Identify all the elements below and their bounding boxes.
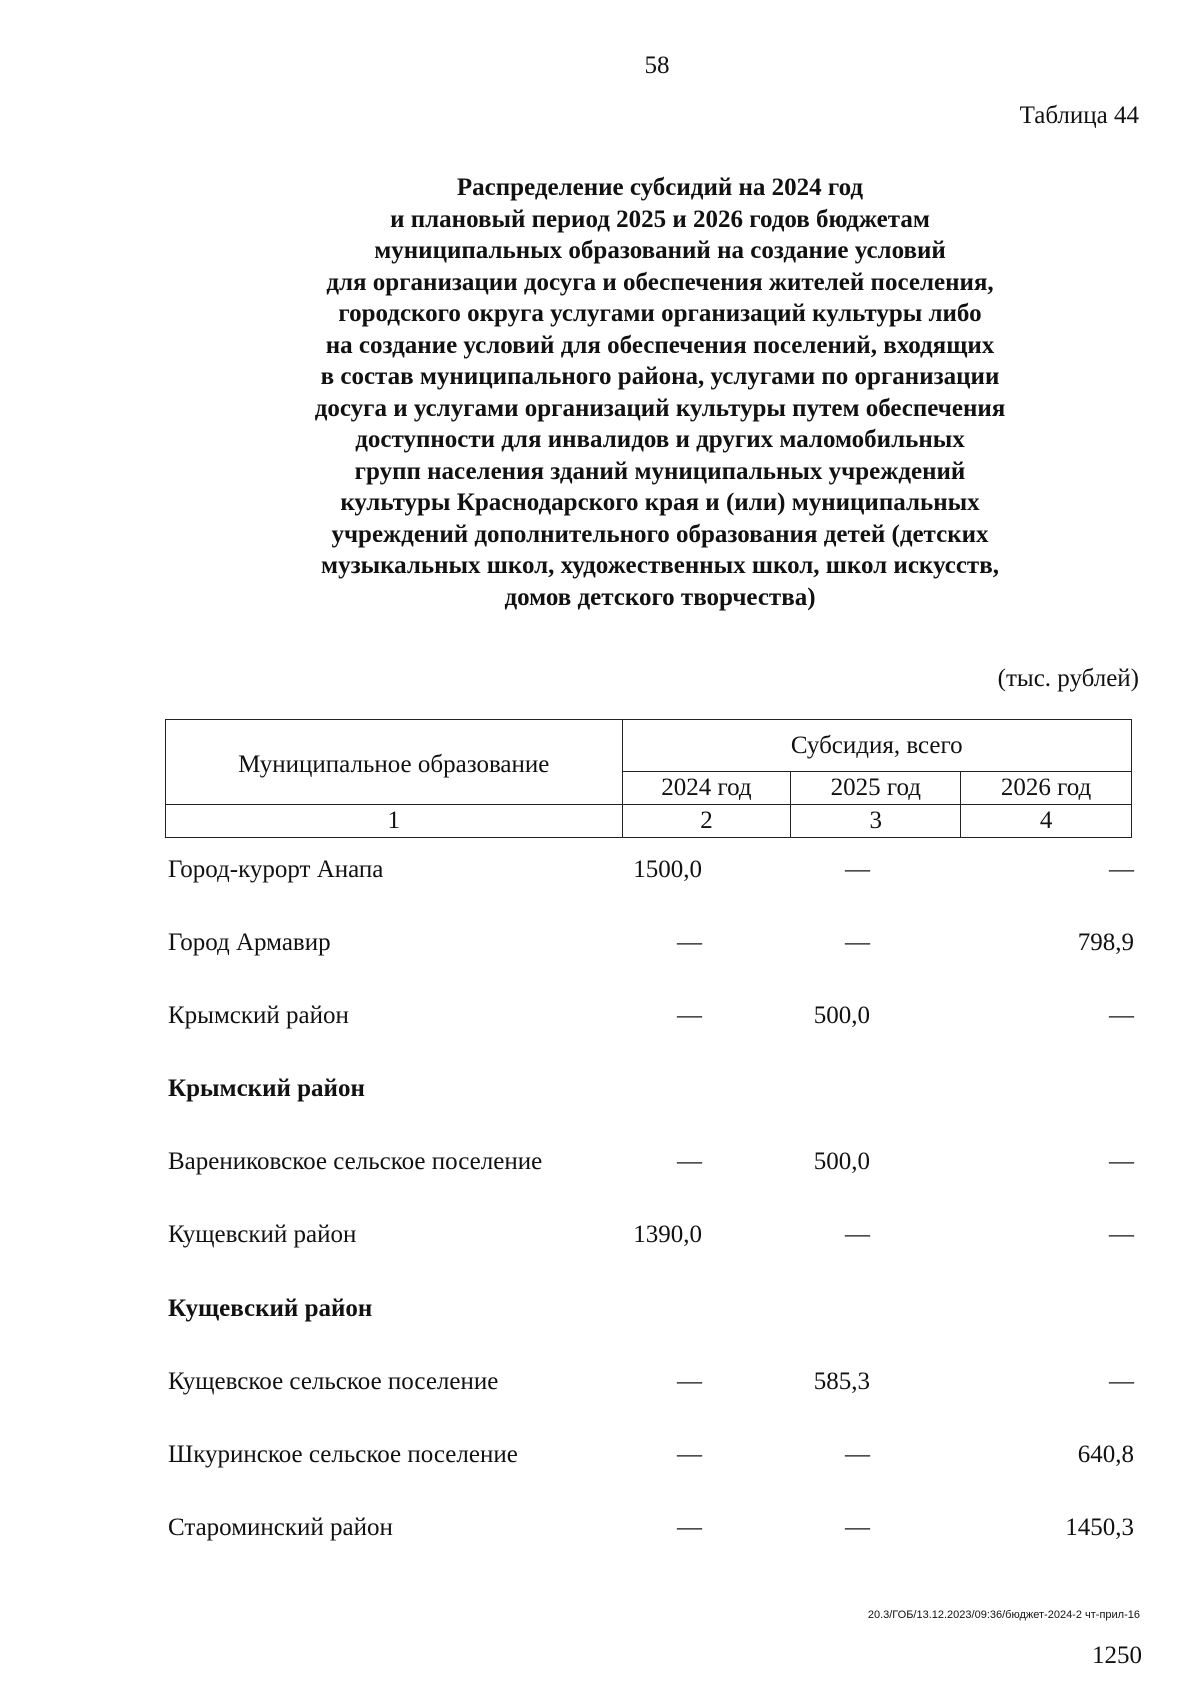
value-2025: —: [845, 1221, 870, 1248]
value-2024: —: [677, 1514, 702, 1541]
header-column-number: 3: [791, 805, 961, 838]
header-year-2024: 2024 год: [622, 772, 791, 805]
municipality-name: Варениковское сельское поселение: [168, 1148, 543, 1175]
title-line: Распределение субсидий на 2024 год: [456, 174, 864, 201]
table-row: [168, 929, 1134, 969]
title-line: для организации досуга и обеспечения жителей поселения,: [326, 268, 994, 296]
table-row: [168, 1514, 1134, 1554]
value-2026: —: [1109, 1148, 1134, 1175]
value-2026: 640,8: [1077, 1441, 1134, 1468]
header-column-number: 1: [166, 805, 623, 838]
sheet-number: 1250: [1092, 1642, 1142, 1669]
value-2025: —: [845, 1514, 870, 1541]
title-line: культуры Краснодарского края и (или) муниципальных: [340, 489, 980, 516]
value-2026: —: [1109, 1221, 1134, 1248]
table-row: [168, 1002, 1134, 1042]
value-2026: 1450,3: [1065, 1514, 1134, 1541]
value-2026: —: [1109, 1002, 1134, 1029]
title-line: музыкальных школ, художественных школ, школ искусств,: [321, 552, 999, 579]
header-year-2026: 2026 год: [961, 772, 1132, 805]
title-line: в состав муниципального района, услугами по организации: [320, 363, 1000, 390]
value-2024: —: [677, 1441, 702, 1468]
table-row: [168, 1148, 1134, 1188]
value-2025: —: [845, 1441, 870, 1468]
value-2026: —: [1109, 1368, 1134, 1395]
table-row: [168, 1221, 1134, 1261]
title-line: муниципальных образований на создание условий: [374, 237, 946, 264]
value-2026: 798,9: [1077, 929, 1134, 956]
value-2025: 500,0: [813, 1002, 870, 1029]
title-line: доступности для инвалидов и других маломобильных: [355, 426, 965, 453]
section-header-row: [168, 1075, 1134, 1115]
value-2024: —: [677, 929, 702, 956]
municipality-name: Кущевское сельское поселение: [168, 1368, 499, 1395]
value-2026: —: [1109, 856, 1134, 883]
title-line: досуга и услугами организаций культуры путем обеспечения: [314, 394, 1006, 422]
value-2024: 1500,0: [633, 856, 702, 883]
value-2024: 1390,0: [633, 1221, 702, 1248]
table-row: [168, 1441, 1134, 1481]
section-header-row: [168, 1295, 1134, 1335]
title-line: на создание условий для обеспечения поселений, входящих: [325, 331, 995, 359]
municipality-name: Город-курорт Анапа: [168, 856, 384, 883]
table-header: [165, 719, 1132, 838]
page-number: 58: [644, 52, 670, 79]
municipality-name: Крымский район: [168, 1002, 349, 1029]
district-section-title: Крымский район: [168, 1075, 365, 1102]
value-2024: —: [677, 1148, 702, 1175]
title-line: учреждений дополнительного образования детей (детских: [331, 520, 989, 548]
value-2025: —: [845, 856, 870, 883]
value-2025: 500,0: [813, 1148, 870, 1175]
header-column-number: 2: [622, 805, 791, 838]
title-line: групп населения зданий муниципальных учреждений: [354, 457, 966, 485]
municipality-name: Шкуринское сельское поселение: [168, 1441, 518, 1468]
header-subsidy-total: Субсидия, всего: [622, 720, 1131, 772]
value-2024: —: [677, 1002, 702, 1029]
header-year-2025: 2025 год: [791, 772, 961, 805]
municipality-name: Город Армавир: [168, 929, 331, 956]
municipality-name: Староминский район: [168, 1514, 393, 1541]
table-label: Таблица 44: [1019, 102, 1139, 129]
table-row: [168, 1368, 1134, 1408]
document-title: [200, 172, 1120, 613]
district-section-title: Кущевский район: [168, 1295, 373, 1322]
value-2025: 585,3: [813, 1368, 870, 1395]
title-line: домов детского творчества): [504, 583, 816, 611]
title-line: и плановый период 2025 и 2026 годов бюджетам: [390, 205, 930, 233]
title-line: городского округа услугами организаций культуры либо: [338, 300, 982, 327]
header-column-number: 4: [961, 805, 1132, 838]
municipality-name: Кущевский район: [168, 1221, 357, 1248]
table-row: [168, 856, 1134, 896]
footer-document-code: 20.3/ГОБ/13.12.2023/09:36/бюджет-2024-2 чт-прил-16: [867, 1609, 1140, 1621]
value-2024: —: [677, 1368, 702, 1395]
value-2025: —: [845, 929, 870, 956]
header-municipality: Муниципальное образование: [166, 720, 623, 805]
units-label: (тыс. рублей): [997, 665, 1139, 692]
